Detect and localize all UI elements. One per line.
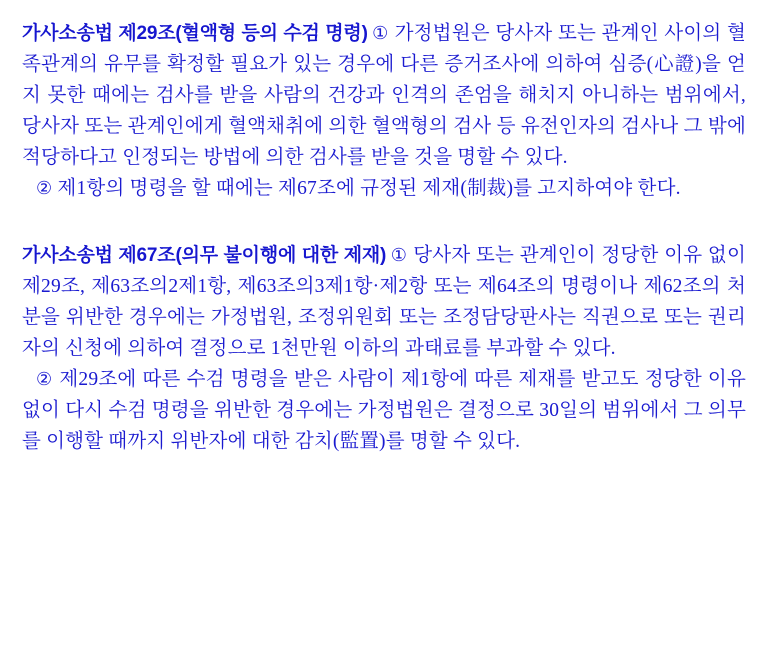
article-29	[22, 18, 746, 204]
article-67	[22, 240, 746, 457]
article-67-paragraph-1	[22, 240, 746, 364]
article-67-paragraph-2-text: 제29조에 따른 수검 명령을 받은 사람이 제1항에 따른 제재를 받고도 정당한 이유 없이 다시 수검 명령을 위반한 경우에는 가정법원은 결정으로 30일의 범위에서 그 의무를 이행할 때까지 위반자에 대한 감치(監置)를 명할 수 있다.	[22, 369, 747, 452]
article-29-paragraph-2-text: 제1항의 명령을 할 때에는 제67조에 규정된 제재(制裁)를 고지하여야 한다.	[57, 178, 681, 199]
article-29-paragraph-1	[22, 18, 746, 173]
article-29-paragraph-2	[22, 173, 746, 204]
article-67-paragraph-2	[22, 364, 746, 457]
article-29-paragraph-2-marker: ②	[36, 178, 53, 199]
article-67-heading: 가사소송법 제67조(의무 불이행에 대한 제재)	[22, 245, 387, 266]
article-67-paragraph-1-marker: ①	[390, 245, 408, 266]
section-divider-space	[22, 204, 746, 240]
article-67-paragraph-2-marker: ②	[36, 369, 54, 390]
article-29-heading: 가사소송법 제29조(혈액형 등의 수검 명령)	[22, 23, 368, 44]
article-29-paragraph-1-text: 가정법원은 당사자 또는 관계인 사이의 혈족관계의 유무를 확정할 필요가 있는 경우에 다른 증거조사에 의하여 심증(心證)을 얻지 못한 때에는 검사를 받을 사람의 건강과 인격의 존엄을 해치지 아니하는 범위에서, 당사자 또는 관계인에게 혈액채취에 의한 혈액형의 검사 등 유전인자의 검사나 그 밖에 적당하다고 인정되는 방법에 의한 검사를 받을 것을 명할 수 있다.	[22, 23, 746, 168]
article-67-paragraph-1-text: 당사자 또는 관계인이 정당한 이유 없이 제29조, 제63조의2제1항, 제63조의3제1항·제2항 또는 제64조의 명령이나 제62조의 처분을 위반한 경우에는 가정법원, 조정위원회 또는 조정담당판사는 직권으로 또는 권리자의 신청에 의하여 결정으로 1천만원 이하의 과태료를 부과할 수 있다.	[22, 245, 746, 359]
article-29-paragraph-1-marker: ①	[371, 23, 390, 44]
